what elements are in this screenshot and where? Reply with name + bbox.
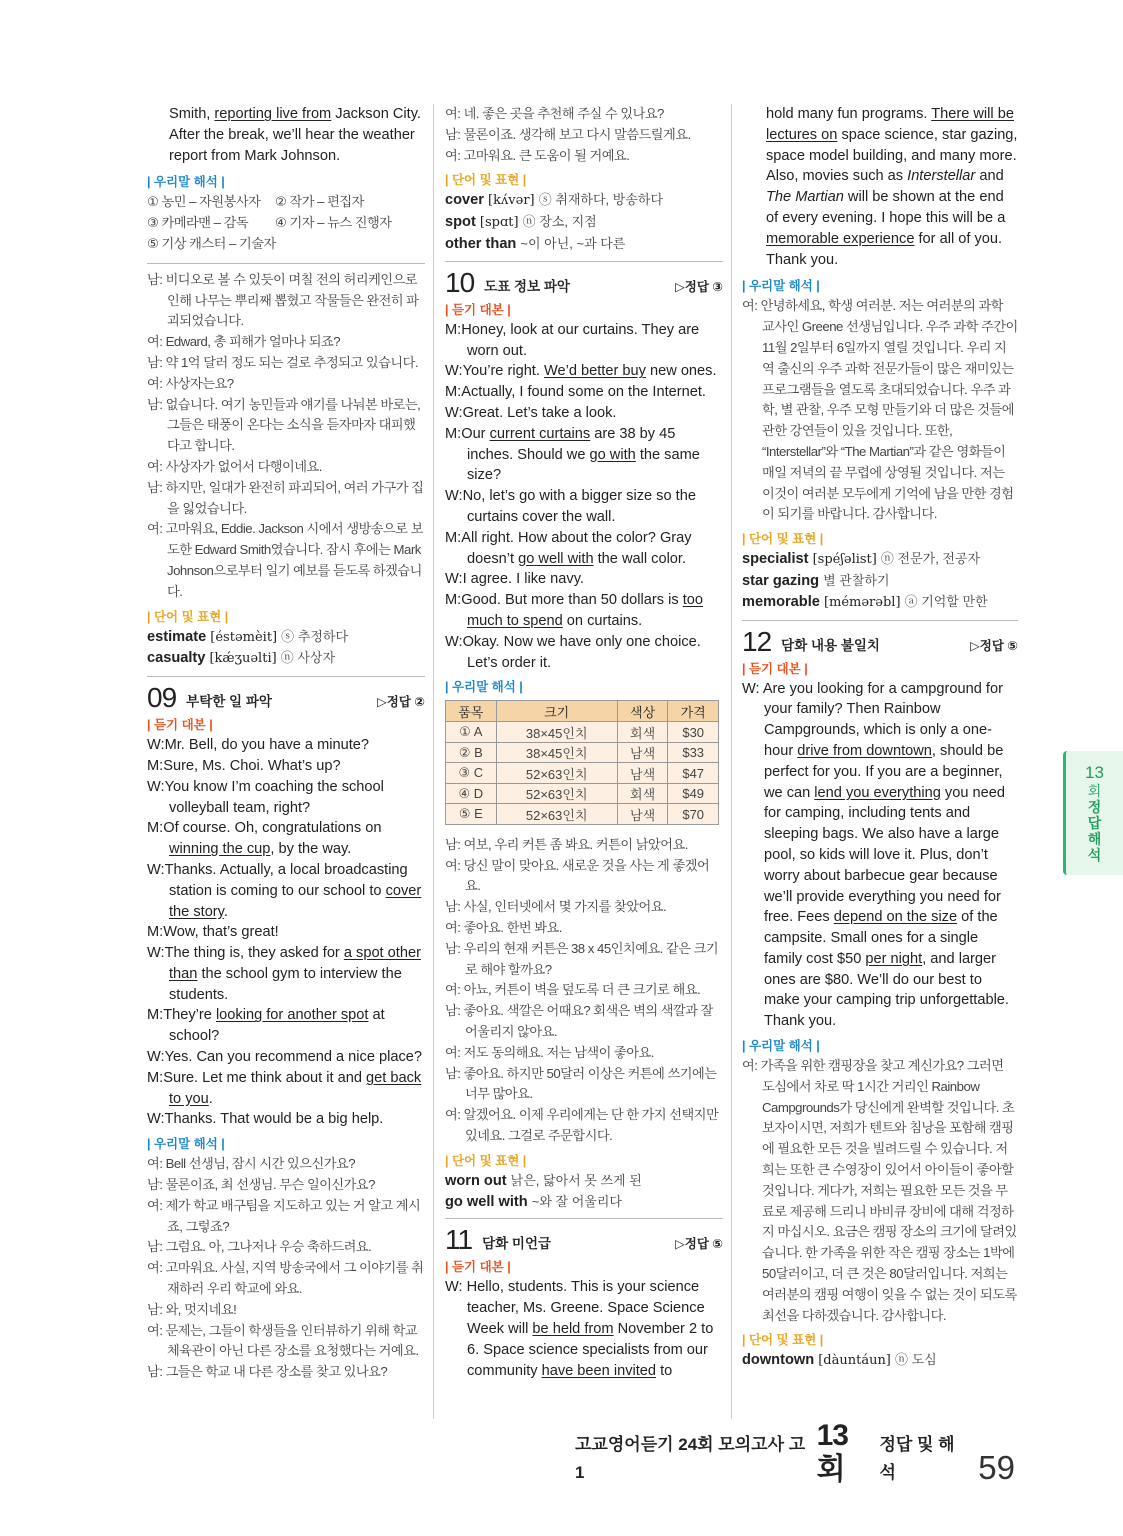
vocab-item: star gazing 별 관찰하기	[742, 572, 890, 589]
question-12-title: 12 담화 내용 불일치 ▷정답 ⑤	[742, 625, 1018, 657]
question-09-title: 09 부탁한 일 파악 ▷정답 ②	[147, 682, 425, 714]
table-row: ④ D 52×63인치 회색 $49	[446, 783, 719, 804]
korean-translation: 여: 네. 좋은 곳을 추천해 주실 수 있나요? 남: 물론이죠. 생각해 보고 다시 말씀드릴게요. 여: 고마워요. 큰 도움이 될 거예요.	[445, 106, 691, 163]
chapter-side-tab: 13 회 정 답 해 석	[1063, 751, 1123, 875]
script-continuation: Smith, reporting live from Jackson City. After the break, we’ll hear the weather report from Mark Johnson.	[169, 106, 421, 164]
column-2	[445, 104, 723, 1381]
monologue: W: Hello, students. This is your science teacher, Ms. Greene. Space Science Week will be held from November 2 to 6. Space science specialists from our community have been invited to	[445, 1279, 714, 1379]
vocab-header: | 단어 및 표현 |	[742, 1333, 824, 1348]
question-10-title: 10 도표 정보 파악 ▷정답 ③	[445, 266, 723, 298]
vocab-header: | 단어 및 표현 |	[445, 1153, 527, 1168]
vocab-item: casualty [kǽʒuəlti] ⓝ 사상자	[147, 650, 336, 667]
question-11-title: 11 담화 미언급 ▷정답 ⑤	[445, 1224, 723, 1256]
book-title: 고교영어듣기 24회 모의고사 고1	[575, 1435, 806, 1482]
translation-header: | 우리말 해석 |	[445, 680, 523, 695]
curtain-table	[445, 700, 719, 825]
page-number: 59	[978, 1449, 1015, 1486]
vocab-item: specialist [spéʃəlist] ⓝ 전문가, 전공자	[742, 551, 981, 568]
monologue: W: Are you looking for a campground for your family? Then Rainbow Campgrounds, which is only a one-hour drive from downtown, should be perfect for you. If you are a beginner, we can lend you everything you need for camping, including tents and sleeping bags. We also have a large pool, so kids will love it. Plus, don’t worry about barbecue gear because we’ll provide everything you need for free. Fees depend on the size of the campsite. Small ones for a single family cost $50 per night, and larger ones are $80. We’ll do our best to make your camping trip unforgettable. Thank you.	[742, 680, 1009, 1030]
vocab-item: downtown [dàuntáun] ⓝ 도심	[742, 1352, 937, 1369]
vocab-item: cover [kʌ́vər] ⓢ 취재하다, 방송하다	[445, 192, 664, 209]
korean-translation: 남: 비디오로 볼 수 있듯이 며칠 전의 허리케인으로 인해 나무는 뿌리째 뽑혔고 작물들은 완전히 파괴되었습니다. 여: Edward, 총 피해가 얼마나 되죠? 남: 약 1억 달러 정도 되는 걸로 추정되고 있습니다. 여: 사상자는요? 남: 없습니다. 여기 농민들과 얘기를 나눠본 바로는, 그들은 태풍이 온다는 소식을 듣자마자 대피했다고 합니다. 여: 사상자가 없어서 다행이네요. 남: 하지만, 일대가 완전히 파괴되어, 여러 가구가 집을 잃었습니다. 여: 고마워요, Eddie. Jackson 시에서 생방송으로 보도한 Edward Smith였습니다. 잠시 후에는 Mark Johnson으로부터 일기 예보를 듣도록 하겠습니다.	[147, 271, 424, 599]
korean-translation: 남: 여보, 우리 커튼 좀 봐요. 커튼이 낡았어요. 여: 당신 말이 맞아요. 새로운 것을 사는 게 좋겠어요. 남: 사실, 인터넷에서 몇 가지를 찾았어요. 여: 좋아요. 한번 봐요. 남: 우리의 현재 커튼은 38 x 45인치예요. 같은 크기로 해야 할까요? 여: 아뇨, 커튼이 벽을 덮도록 더 큰 크기로 해요. 남: 좋아요. 색깔은 어때요? 회색은 벽의 색깔과 잘 어울리지 않아요. 여: 저도 동의해요. 저는 남색이 좋아요. 남: 좋아요. 하지만 50달러 이상은 커튼에 쓰기에는 너무 많아요. 여: 알겠어요. 이제 우리에게는 단 한 가지 선택지만 있네요. 그걸로 주문합시다.	[445, 836, 719, 1143]
dialogue: M:Honey, look at our curtains. They are worn out. W:You’re right. We’d better buy new ones. M:Actually, I found some on the Internet. W:Great. Let’s take a look. M:Our current curtains are 38 by 45 inches. Should we go with the same size? W:No, let’s go with a bigger size so the curtains cover the wall. M:All right. How about the color? Gray doesn’t go well with the wall color. W:I agree. I like navy. M:Good. But more than 50 dollars is too much to spend on curtains. W:Okay. Now we have only one choice. Let’s order it.	[445, 321, 717, 671]
answer-badge: ▷정답 ②	[377, 695, 425, 710]
translation-header: | 우리말 해석 |	[147, 175, 225, 190]
column-3	[742, 104, 1018, 1372]
table-header: 색상	[617, 701, 668, 722]
korean-translation: 여: 안녕하세요, 학생 여러분. 저는 여러분의 과학 교사인 Greene 선생님입니다. 우주 과학 주간이 11월 2일부터 6일까지 열릴 것입니다. 우리 지역 출신의 우주 과학 전문가들이 많은 재미있는 프로그램들을 열도록 초대되었습니다. 우주 과학, 별 관찰, 우주 모형 만들기와 더 많은 것들에 관한 강연들이 있을 것입니다. 또한, “Interstellar”와 “The Martian”과 같은 영화들이 매일 저녁의 끝 무렵에 상영될 것입니다. 저는 이것이 여러분 모두에게 기억에 남을 만한 경험이 되기를 바랍니다. 감사합니다.	[742, 298, 1018, 522]
vocab-item: estimate [éstəmèit] ⓢ 추정하다	[147, 628, 349, 645]
table-row: ⑤ E 52×63인치 남색 $70	[446, 804, 719, 825]
dialogue: W:Mr. Bell, do you have a minute? M:Sure, Ms. Choi. What’s up? W:You know I’m coaching the school volleyball team, right? M:Of course. Oh, congratulations on winning the cup, by the way. W:Thanks. Actually, a local broadcasting station is coming to our school to cover the story. M:Wow, that’s great! W:The thing is, they asked for a spot other than the school gym to interview the students. M:They’re looking for another spot at school? W:Yes. Can you recommend a nice place? M:Sure. Let me think about it and get back to you. W:Thanks. That would be a big help.	[147, 737, 423, 1128]
column-divider	[731, 104, 732, 1419]
script-header: | 듣기 대본 |	[445, 1260, 511, 1275]
vocab-item: worn out 낡은, 닳아서 못 쓰게 된	[445, 1172, 642, 1189]
answer-badge: ▷정답 ⑤	[675, 1237, 723, 1252]
vocab-item: other than ~이 아닌, ~과 다른	[445, 235, 626, 252]
vocab-item: spot [spɑt] ⓝ 장소, 지점	[445, 214, 597, 231]
korean-translation: 여: 가족을 위한 캠핑장을 찾고 계신가요? 그러면 도심에서 차로 딱 1시간 거리인 Rainbow Campgrounds가 당신에게 완벽할 것입니다. 초보자이시면, 저희가 텐트와 침낭을 포함해 캠핑에 필요한 모든 것을 빌려드릴 수 있습니다. 저희는 또한 큰 수영장이 있어서 아이들이 좋아할 것입니다. 게다가, 저희는 필요한 모든 것을 무료로 제공해 드리니 바비큐 장비에 대해 걱정하지 마십시오. 요금은 캠핑 장소의 크기에 달려있습니다. 한 가족을 위한 작은 캠핑 장소는 1박에 50달러이고, 더 큰 것은 80달러입니다. 저희는 여러분의 캠핑 여행이 잊을 수 없는 것이 되도록 최선을 다하겠습니다. 감사합니다.	[742, 1058, 1017, 1323]
translation-header: | 우리말 해석 |	[742, 1039, 820, 1054]
vocab-header: | 단어 및 표현 |	[445, 173, 527, 188]
answer-options: ① 농민 – 자원봉사자 ② 작가 – 편집자 ③ 카메라맨 – 감독 ④ 기자 – 뉴스 진행자 ⑤ 기상 캐스터 – 기술자	[147, 194, 392, 251]
table-row: ① A 38×45인치 회색 $30	[446, 722, 719, 743]
column-1	[147, 104, 425, 1383]
table-header: 가격	[668, 701, 719, 722]
round-label: 13회	[816, 1419, 848, 1486]
script-continuation: hold many fun programs. There will be lectures on space science, star gazing, space model building, and many more. Also, movies such as Interstellar and The Martian will be shown at the end of every evening. I hope this will be a memorable experience for all of you. Thank you.	[766, 106, 1018, 268]
script-header: | 듣기 대본 |	[742, 661, 808, 676]
vocab-item: memorable [mémərəbl] ⓐ 기억할 만한	[742, 593, 988, 610]
page-footer	[575, 1419, 1015, 1487]
answer-badge: ▷정답 ⑤	[970, 638, 1018, 653]
script-header: | 듣기 대본 |	[445, 302, 511, 317]
translation-header: | 우리말 해석 |	[147, 1137, 225, 1152]
table-header: 품목	[446, 701, 497, 722]
translation-header: | 우리말 해석 |	[742, 279, 820, 294]
table-header: 크기	[496, 701, 617, 722]
vocab-header: | 단어 및 표현 |	[742, 532, 824, 547]
vocab-header: | 단어 및 표현 |	[147, 609, 229, 624]
vocab-item: go well with ~와 잘 어울리다	[445, 1193, 622, 1210]
korean-translation: 여: Bell 선생님, 잠시 시간 있으신가요? 남: 물론이죠, 최 선생님. 무슨 일이신가요? 여: 제가 학교 배구팀을 지도하고 있는 거 알고 계시죠, 그렇죠? 남: 그럼요. 아, 그나저나 우승 축하드려요. 여: 고마워요. 사실, 지역 방송국에서 그 이야기를 취재하러 우리 학교에 와요. 남: 와, 멋지네요! 여: 문제는, 그들이 학생들을 인터뷰하기 위해 학교 체육관이 아닌 다른 장소를 요청했다는 거예요. 남: 그들은 학교 내 다른 장소를 찾고 있나요?	[147, 1156, 424, 1380]
section-label: 정답 및 해석	[879, 1435, 955, 1482]
script-header: | 듣기 대본 |	[147, 718, 213, 733]
table-row: ② B 38×45인치 남색 $33	[446, 742, 719, 763]
table-row: ③ C 52×63인치 남색 $47	[446, 763, 719, 784]
answer-badge: ▷정답 ③	[675, 279, 723, 294]
column-divider	[433, 104, 434, 1419]
